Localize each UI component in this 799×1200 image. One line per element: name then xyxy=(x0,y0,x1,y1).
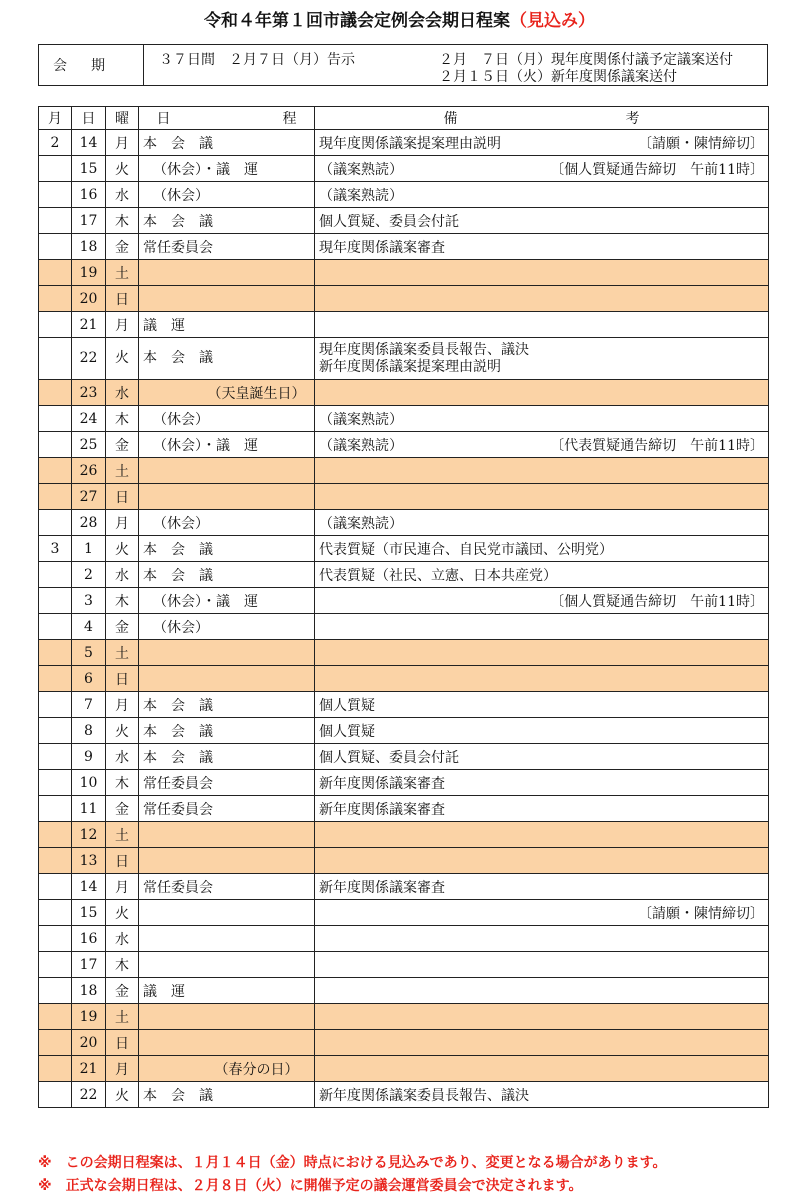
cell-schedule xyxy=(139,692,315,718)
cell-day: 18 xyxy=(72,234,106,260)
cell-weekday: 月 xyxy=(106,1056,139,1082)
cell-remarks xyxy=(315,338,769,380)
cell-day: 21 xyxy=(72,1056,106,1082)
cell-month xyxy=(39,744,72,770)
header-weekday: 曜 xyxy=(106,107,139,130)
cell-remarks xyxy=(315,718,769,744)
cell-weekday: 火 xyxy=(106,536,139,562)
cell-day: 1 xyxy=(72,536,106,562)
cell-month xyxy=(39,380,72,406)
cell-day: 10 xyxy=(72,770,106,796)
cell-weekday: 木 xyxy=(106,588,139,614)
table-row xyxy=(39,156,769,182)
cell-schedule xyxy=(139,926,315,952)
cell-schedule xyxy=(139,822,315,848)
table-row xyxy=(39,848,769,874)
remark-text: （議案熟読） xyxy=(319,411,403,428)
schedule-text: 常任委員会 xyxy=(143,239,213,256)
cell-month xyxy=(39,952,72,978)
cell-schedule xyxy=(139,900,315,926)
cell-remarks xyxy=(315,1004,769,1030)
table-row xyxy=(39,640,769,666)
schedule-text: （休会） xyxy=(153,187,209,204)
table-row xyxy=(39,234,769,260)
cell-weekday: 日 xyxy=(106,848,139,874)
cell-weekday: 水 xyxy=(106,380,139,406)
table-row xyxy=(39,260,769,286)
cell-weekday: 日 xyxy=(106,666,139,692)
table-row xyxy=(39,562,769,588)
session-line-1: ２月 ７日（月）現年度関係付議予定議案送付 xyxy=(439,52,733,68)
table-row xyxy=(39,900,769,926)
cell-remarks xyxy=(315,926,769,952)
cell-day: 28 xyxy=(72,510,106,536)
cell-day: 22 xyxy=(72,338,106,380)
footnotes xyxy=(38,1152,778,1198)
cell-schedule xyxy=(139,182,315,208)
cell-month xyxy=(39,874,72,900)
cell-day: 15 xyxy=(72,156,106,182)
cell-day: 2 xyxy=(72,562,106,588)
cell-day: 25 xyxy=(72,432,106,458)
cell-remarks xyxy=(315,234,769,260)
remark-text: 新年度関係議案審査 xyxy=(319,879,445,896)
cell-remarks xyxy=(315,458,769,484)
remark-text: 新年度関係議案審査 xyxy=(319,775,445,792)
cell-month xyxy=(39,900,72,926)
remark-text: 新年度関係議案委員長報告、議決 xyxy=(319,1087,529,1104)
remark-text: 代表質疑（社民、立憲、日本共産党） xyxy=(319,567,557,584)
cell-weekday: 水 xyxy=(106,562,139,588)
cell-weekday: 日 xyxy=(106,484,139,510)
schedule-text: 本 会 議 xyxy=(143,749,213,766)
cell-remarks xyxy=(315,744,769,770)
cell-remarks xyxy=(315,978,769,1004)
cell-schedule xyxy=(139,1056,315,1082)
cell-month: 2 xyxy=(39,130,72,156)
cell-month xyxy=(39,286,72,312)
session-label: 会期 xyxy=(39,45,144,85)
remark-text: （議案熟読） xyxy=(319,515,403,532)
cell-month xyxy=(39,562,72,588)
cell-day: 14 xyxy=(72,874,106,900)
session-period: ３７日間 ２月７日（月）告示 xyxy=(159,52,355,68)
cell-day: 20 xyxy=(72,1030,106,1056)
cell-remarks xyxy=(315,1056,769,1082)
schedule-text: （休会）・議 運 xyxy=(153,161,258,178)
cell-schedule xyxy=(139,744,315,770)
holiday-label: （天皇誕生日） xyxy=(207,385,306,402)
remark-text xyxy=(319,342,529,376)
schedule-text: 常任委員会 xyxy=(143,775,213,792)
cell-day: 3 xyxy=(72,588,106,614)
header-month: 月 xyxy=(39,107,72,130)
cell-remarks xyxy=(315,286,769,312)
cell-day: 8 xyxy=(72,718,106,744)
cell-month xyxy=(39,718,72,744)
table-row xyxy=(39,484,769,510)
schedule-text: （休会） xyxy=(153,515,209,532)
session-box xyxy=(38,44,768,86)
cell-day: 11 xyxy=(72,796,106,822)
cell-remarks xyxy=(315,666,769,692)
cell-remarks xyxy=(315,156,769,182)
cell-month xyxy=(39,666,72,692)
header-schedule: 日 程 xyxy=(139,107,315,130)
cell-month xyxy=(39,614,72,640)
cell-schedule xyxy=(139,156,315,182)
cell-schedule xyxy=(139,588,315,614)
cell-day: 18 xyxy=(72,978,106,1004)
cell-day: 21 xyxy=(72,312,106,338)
cell-weekday: 土 xyxy=(106,458,139,484)
cell-month xyxy=(39,208,72,234)
table-row xyxy=(39,380,769,406)
table-row xyxy=(39,510,769,536)
cell-remarks xyxy=(315,406,769,432)
table-row xyxy=(39,770,769,796)
cell-remarks xyxy=(315,130,769,156)
cell-remarks xyxy=(315,952,769,978)
cell-weekday: 月 xyxy=(106,510,139,536)
cell-month xyxy=(39,260,72,286)
cell-day: 24 xyxy=(72,406,106,432)
table-row xyxy=(39,182,769,208)
cell-day: 23 xyxy=(72,380,106,406)
title-main: 令和４年第１回市議会定例会会期日程案 xyxy=(204,11,510,31)
cell-remarks xyxy=(315,614,769,640)
remark-text: 新年度関係議案審査 xyxy=(319,801,445,818)
remark-text: （議案熟読） xyxy=(319,161,403,178)
schedule-text: （休会）・議 運 xyxy=(153,593,258,610)
schedule-text: 議 運 xyxy=(143,317,185,334)
cell-weekday: 水 xyxy=(106,744,139,770)
cell-schedule xyxy=(139,770,315,796)
cell-schedule xyxy=(139,666,315,692)
schedule-text: 常任委員会 xyxy=(143,801,213,818)
cell-weekday: 土 xyxy=(106,822,139,848)
schedule-text: 本 会 議 xyxy=(143,135,213,152)
cell-month xyxy=(39,692,72,718)
cell-month xyxy=(39,484,72,510)
cell-schedule xyxy=(139,848,315,874)
cell-remarks xyxy=(315,484,769,510)
cell-weekday: 日 xyxy=(106,286,139,312)
cell-weekday: 木 xyxy=(106,770,139,796)
cell-remarks xyxy=(315,208,769,234)
cell-day: 22 xyxy=(72,1082,106,1108)
cell-remarks xyxy=(315,562,769,588)
remark-line-2: 新年度関係議案提案理由説明 xyxy=(319,358,501,375)
cell-remarks xyxy=(315,510,769,536)
cell-schedule xyxy=(139,1030,315,1056)
header-day: 日 xyxy=(72,107,106,130)
schedule-text: 本 会 議 xyxy=(143,567,213,584)
cell-schedule xyxy=(139,562,315,588)
cell-month xyxy=(39,848,72,874)
cell-weekday: 木 xyxy=(106,208,139,234)
footnote-1: ※ この会期日程案は、１月１４日（金）時点における見込みであり、変更となる場合があります。 xyxy=(38,1155,667,1171)
table-row xyxy=(39,1004,769,1030)
cell-weekday: 木 xyxy=(106,406,139,432)
cell-month xyxy=(39,1030,72,1056)
cell-day: 4 xyxy=(72,614,106,640)
remark-text: 代表質疑（市民連合、自民党市議団、公明党） xyxy=(319,541,613,558)
table-row xyxy=(39,588,769,614)
cell-schedule xyxy=(139,484,315,510)
table-row xyxy=(39,432,769,458)
table-row xyxy=(39,406,769,432)
cell-weekday: 火 xyxy=(106,338,139,380)
cell-weekday: 火 xyxy=(106,718,139,744)
cell-remarks xyxy=(315,260,769,286)
cell-remarks xyxy=(315,588,769,614)
cell-remarks xyxy=(315,536,769,562)
cell-day: 12 xyxy=(72,822,106,848)
schedule-text: 常任委員会 xyxy=(143,879,213,896)
footnote-2: ※ 正式な会期日程は、２月８日（火）に開催予定の議会運営委員会で決定されます。 xyxy=(38,1178,583,1194)
cell-schedule xyxy=(139,510,315,536)
cell-month xyxy=(39,1082,72,1108)
cell-day: 16 xyxy=(72,182,106,208)
cell-day: 9 xyxy=(72,744,106,770)
cell-month xyxy=(39,640,72,666)
remark-deadline: 〔代表質疑通告締切 午前11時〕 xyxy=(550,437,764,454)
cell-day: 6 xyxy=(72,666,106,692)
table-row xyxy=(39,718,769,744)
cell-month xyxy=(39,1004,72,1030)
cell-schedule xyxy=(139,718,315,744)
cell-weekday: 火 xyxy=(106,1082,139,1108)
session-line-2: ２月１５日（火）新年度関係議案送付 xyxy=(439,69,677,85)
cell-day: 26 xyxy=(72,458,106,484)
cell-schedule xyxy=(139,1082,315,1108)
remark-deadline: 〔個人質疑通告締切 午前11時〕 xyxy=(550,161,764,178)
cell-remarks xyxy=(315,312,769,338)
cell-remarks xyxy=(315,1030,769,1056)
remark-text: 現年度関係議案提案理由説明 xyxy=(319,135,501,152)
table-row xyxy=(39,458,769,484)
schedule-text: 本 会 議 xyxy=(143,697,213,714)
cell-month xyxy=(39,312,72,338)
cell-schedule xyxy=(139,338,315,380)
schedule-text: 本 会 議 xyxy=(143,350,213,366)
remark-text: 個人質疑、委員会付託 xyxy=(319,749,459,766)
cell-weekday: 日 xyxy=(106,1030,139,1056)
cell-weekday: 木 xyxy=(106,952,139,978)
cell-remarks xyxy=(315,692,769,718)
table-row xyxy=(39,796,769,822)
cell-month xyxy=(39,182,72,208)
cell-remarks xyxy=(315,640,769,666)
cell-month xyxy=(39,1056,72,1082)
cell-weekday: 金 xyxy=(106,796,139,822)
cell-schedule xyxy=(139,432,315,458)
cell-month: 3 xyxy=(39,536,72,562)
cell-schedule xyxy=(139,208,315,234)
cell-schedule xyxy=(139,952,315,978)
table-row xyxy=(39,614,769,640)
remark-text: 個人質疑 xyxy=(319,723,375,740)
table-row xyxy=(39,286,769,312)
cell-day: 19 xyxy=(72,260,106,286)
schedule-text: （休会） xyxy=(153,411,209,428)
cell-month xyxy=(39,338,72,380)
cell-weekday: 土 xyxy=(106,640,139,666)
page-title xyxy=(0,6,799,31)
cell-remarks xyxy=(315,796,769,822)
cell-day: 7 xyxy=(72,692,106,718)
cell-month xyxy=(39,770,72,796)
cell-day: 5 xyxy=(72,640,106,666)
cell-day: 20 xyxy=(72,286,106,312)
table-row xyxy=(39,1030,769,1056)
cell-schedule xyxy=(139,614,315,640)
cell-remarks xyxy=(315,1082,769,1108)
cell-remarks xyxy=(315,848,769,874)
table-row xyxy=(39,978,769,1004)
remark-text: （議案熟読） xyxy=(319,437,403,454)
schedule-text: （休会）・議 運 xyxy=(153,437,258,454)
cell-day: 19 xyxy=(72,1004,106,1030)
cell-schedule xyxy=(139,874,315,900)
cell-remarks xyxy=(315,874,769,900)
table-row xyxy=(39,208,769,234)
remark-text: 個人質疑、委員会付託 xyxy=(319,213,459,230)
cell-weekday: 土 xyxy=(106,260,139,286)
table-row xyxy=(39,130,769,156)
cell-weekday: 月 xyxy=(106,130,139,156)
cell-schedule xyxy=(139,312,315,338)
cell-weekday: 月 xyxy=(106,874,139,900)
cell-schedule xyxy=(139,796,315,822)
schedule-text: 議 運 xyxy=(143,983,185,1000)
title-suffix: （見込み） xyxy=(510,11,595,31)
cell-day: 13 xyxy=(72,848,106,874)
cell-remarks xyxy=(315,770,769,796)
table-row xyxy=(39,926,769,952)
cell-month xyxy=(39,234,72,260)
cell-month xyxy=(39,432,72,458)
schedule-text: 本 会 議 xyxy=(143,213,213,230)
cell-weekday: 土 xyxy=(106,1004,139,1030)
cell-day: 16 xyxy=(72,926,106,952)
schedule-table xyxy=(38,106,769,1108)
table-row xyxy=(39,312,769,338)
table-row xyxy=(39,822,769,848)
cell-weekday: 火 xyxy=(106,156,139,182)
cell-remarks xyxy=(315,380,769,406)
cell-schedule xyxy=(139,260,315,286)
table-row xyxy=(39,666,769,692)
cell-month xyxy=(39,926,72,952)
schedule-text: 本 会 議 xyxy=(143,1087,213,1104)
cell-month xyxy=(39,406,72,432)
cell-month xyxy=(39,978,72,1004)
remark-text: （議案熟読） xyxy=(319,187,403,204)
table-row xyxy=(39,536,769,562)
cell-month xyxy=(39,458,72,484)
remark-deadline: 〔個人質疑通告締切 午前11時〕 xyxy=(550,593,764,610)
table-row xyxy=(39,1082,769,1108)
schedule-text: 本 会 議 xyxy=(143,541,213,558)
cell-day: 15 xyxy=(72,900,106,926)
cell-remarks xyxy=(315,822,769,848)
cell-schedule xyxy=(139,380,315,406)
cell-schedule xyxy=(139,286,315,312)
cell-schedule xyxy=(139,234,315,260)
schedule-text: （休会） xyxy=(153,619,209,636)
remark-text: 現年度関係議案審査 xyxy=(319,239,445,256)
cell-weekday: 月 xyxy=(106,692,139,718)
cell-weekday: 火 xyxy=(106,900,139,926)
header-remarks: 備 考 xyxy=(315,107,769,130)
table-row xyxy=(39,692,769,718)
cell-weekday: 金 xyxy=(106,978,139,1004)
cell-weekday: 水 xyxy=(106,926,139,952)
cell-schedule xyxy=(139,978,315,1004)
remark-deadline: 〔請願・陳情締切〕 xyxy=(638,905,764,922)
table-header-row xyxy=(39,107,769,130)
cell-month xyxy=(39,796,72,822)
table-row xyxy=(39,874,769,900)
cell-month xyxy=(39,822,72,848)
table-row xyxy=(39,1056,769,1082)
cell-day: 27 xyxy=(72,484,106,510)
cell-month xyxy=(39,588,72,614)
cell-weekday: 金 xyxy=(106,614,139,640)
remark-text: 個人質疑 xyxy=(319,697,375,714)
cell-schedule xyxy=(139,640,315,666)
remark-line-1: 現年度関係議案委員長報告、議決 xyxy=(319,341,529,358)
table-row xyxy=(39,952,769,978)
cell-day: 17 xyxy=(72,208,106,234)
schedule-text: 本 会 議 xyxy=(143,723,213,740)
cell-month xyxy=(39,156,72,182)
cell-schedule xyxy=(139,130,315,156)
cell-weekday: 水 xyxy=(106,182,139,208)
cell-schedule xyxy=(139,1004,315,1030)
cell-weekday: 金 xyxy=(106,432,139,458)
cell-day: 14 xyxy=(72,130,106,156)
cell-schedule xyxy=(139,536,315,562)
holiday-label: （春分の日） xyxy=(214,1061,299,1078)
cell-weekday: 金 xyxy=(106,234,139,260)
cell-remarks xyxy=(315,432,769,458)
cell-schedule xyxy=(139,458,315,484)
cell-remarks xyxy=(315,900,769,926)
table-row xyxy=(39,744,769,770)
table-row xyxy=(39,338,769,380)
cell-remarks xyxy=(315,182,769,208)
cell-month xyxy=(39,510,72,536)
cell-day: 17 xyxy=(72,952,106,978)
cell-weekday: 月 xyxy=(106,312,139,338)
cell-schedule xyxy=(139,406,315,432)
remark-deadline: 〔請願・陳情締切〕 xyxy=(638,135,764,152)
